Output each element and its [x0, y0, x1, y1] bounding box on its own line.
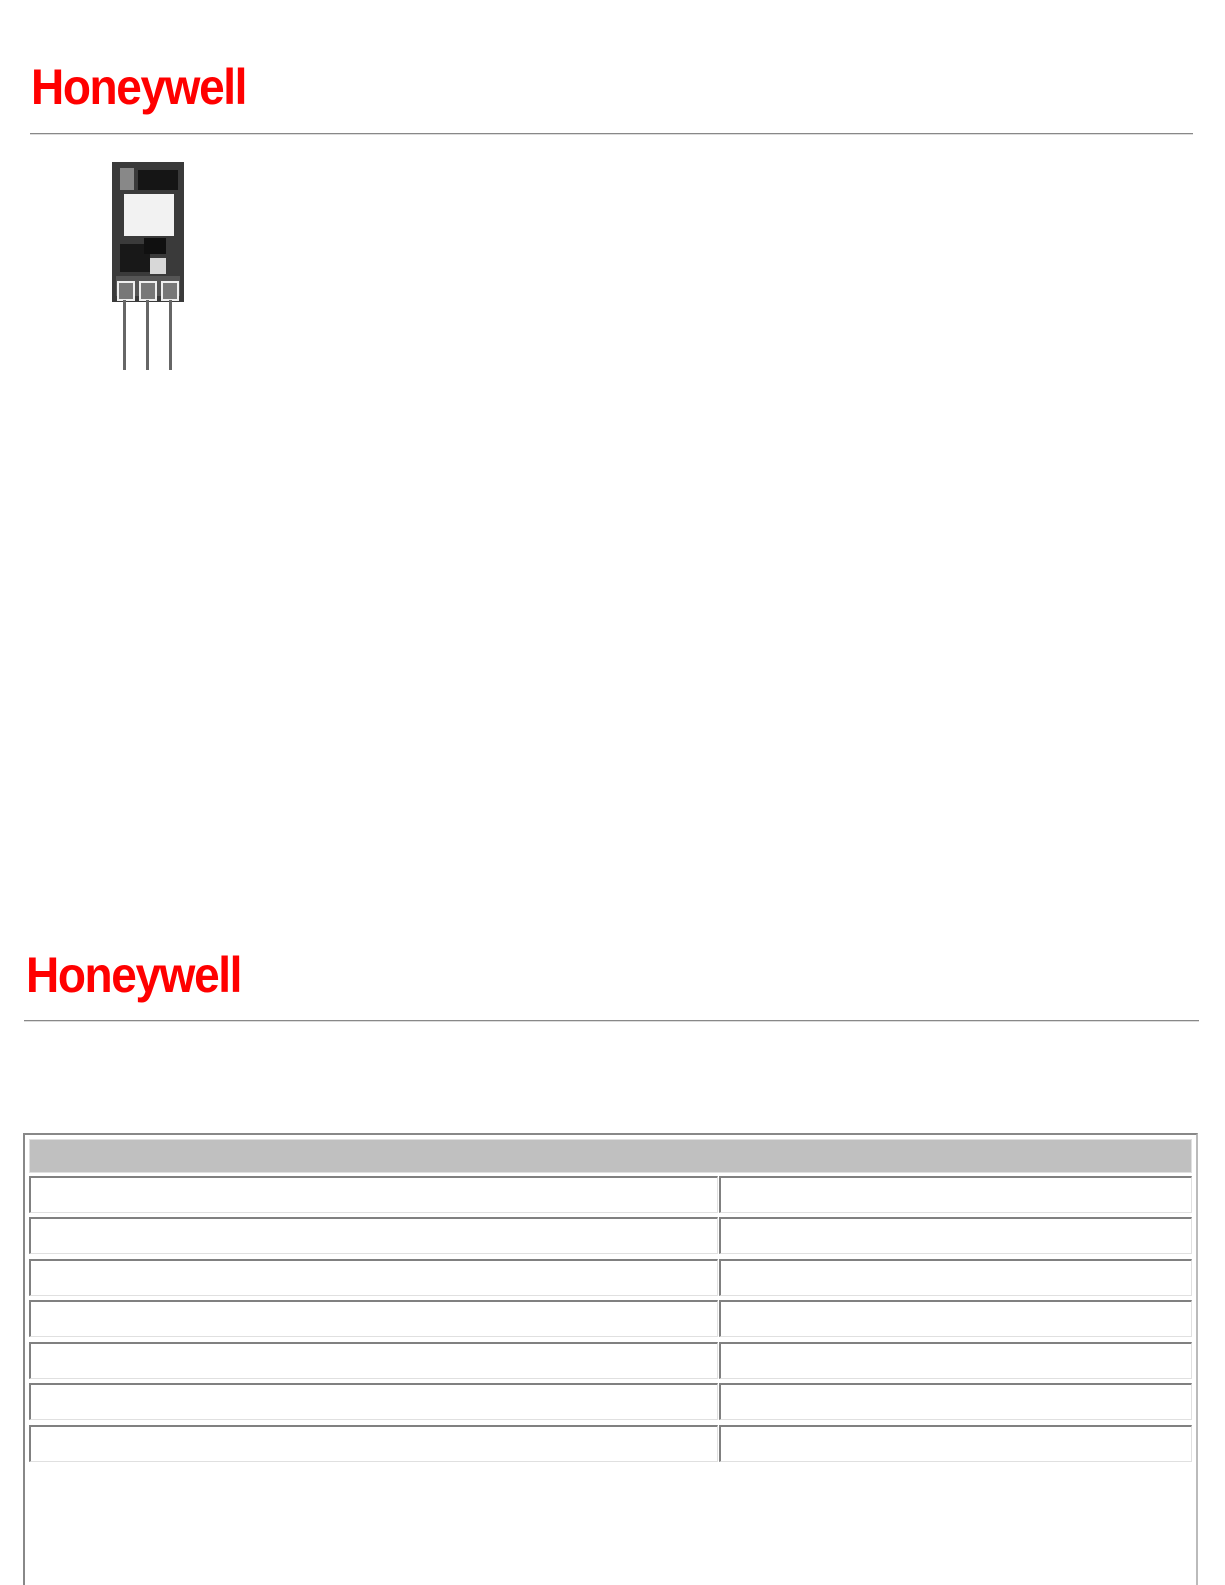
spec-row-value: [719, 1383, 1192, 1420]
honeywell-logo-page-2: Honeywell: [26, 947, 242, 1003]
spec-row-value: [719, 1217, 1192, 1254]
spec-row-value: [719, 1300, 1192, 1337]
spec-row-value: [719, 1259, 1192, 1296]
spec-row-label: [29, 1300, 718, 1337]
page-2-divider: [24, 1020, 1199, 1022]
header-divider: [30, 133, 1193, 135]
spec-row-label: [29, 1259, 718, 1296]
spec-row-value: [719, 1425, 1192, 1462]
spec-row-label: [29, 1176, 718, 1213]
sensor-component-photo-icon: [108, 162, 188, 374]
spec-row-label: [29, 1383, 718, 1420]
spec-row-value: [719, 1176, 1192, 1213]
honeywell-logo: Honeywell: [31, 59, 247, 115]
spec-row-label: [29, 1217, 718, 1254]
spec-row-label: [29, 1342, 718, 1379]
spec-row-label: [29, 1425, 718, 1462]
spec-row-value: [719, 1342, 1192, 1379]
spec-table-header: [29, 1139, 1192, 1173]
